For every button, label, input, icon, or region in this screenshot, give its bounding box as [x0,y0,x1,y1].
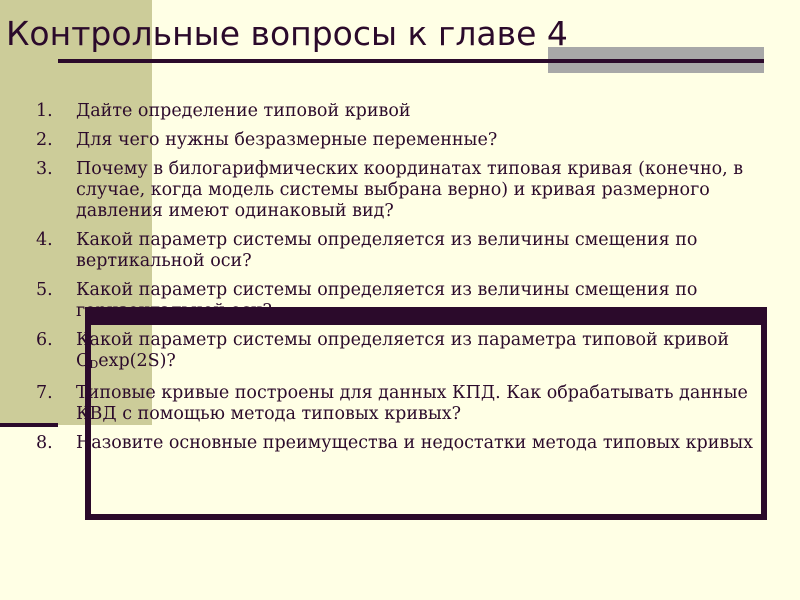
question-text: Назовите основные преимущества и недостатки метода типовых кривых [76,433,754,453]
question-number: 1. [36,101,53,121]
question-text: Для чего нужны безразмерные переменные? [76,130,498,150]
question-number: 3. [36,159,53,179]
title-underline [58,59,764,63]
question-number: 5. [36,280,53,300]
question-text: Типовые кривые построены для данных КПД. Как обрабатывать данные КВД с помощью метода типовых кривых? [76,383,748,424]
question-number: 4. [36,230,53,250]
question-item [36,159,768,222]
question-text: Почему в билогарифмических координатах типовая кривая (конечно, в случае, когда модель системы выбрана верно) и кривая размерного давления имеют одинаковый вид? [76,159,744,221]
subscript-d: D [89,358,99,371]
question-number: 6. [36,330,53,350]
question-number: 7. [36,383,53,403]
question-item [36,130,768,151]
question-item [36,101,768,122]
slide-title: Контрольные вопросы к главе 4 [6,14,568,53]
highlight-frame [85,307,767,520]
question-text: Какой параметр системы определяется из величины смещения по вертикальной оси? [76,230,698,271]
question-text-after: exp(2S)? [98,351,176,371]
question-number: 8. [36,433,53,453]
question-text-before: Какой параметр системы определяется из параметра типовой кривой C [76,330,730,371]
question-text: Какой параметр системы определяется из величины смещения по горизонтальной оси? [76,280,698,321]
question-item [36,230,768,272]
question-text: Дайте определение типовой кривой [76,101,411,121]
question-number: 2. [36,130,53,150]
